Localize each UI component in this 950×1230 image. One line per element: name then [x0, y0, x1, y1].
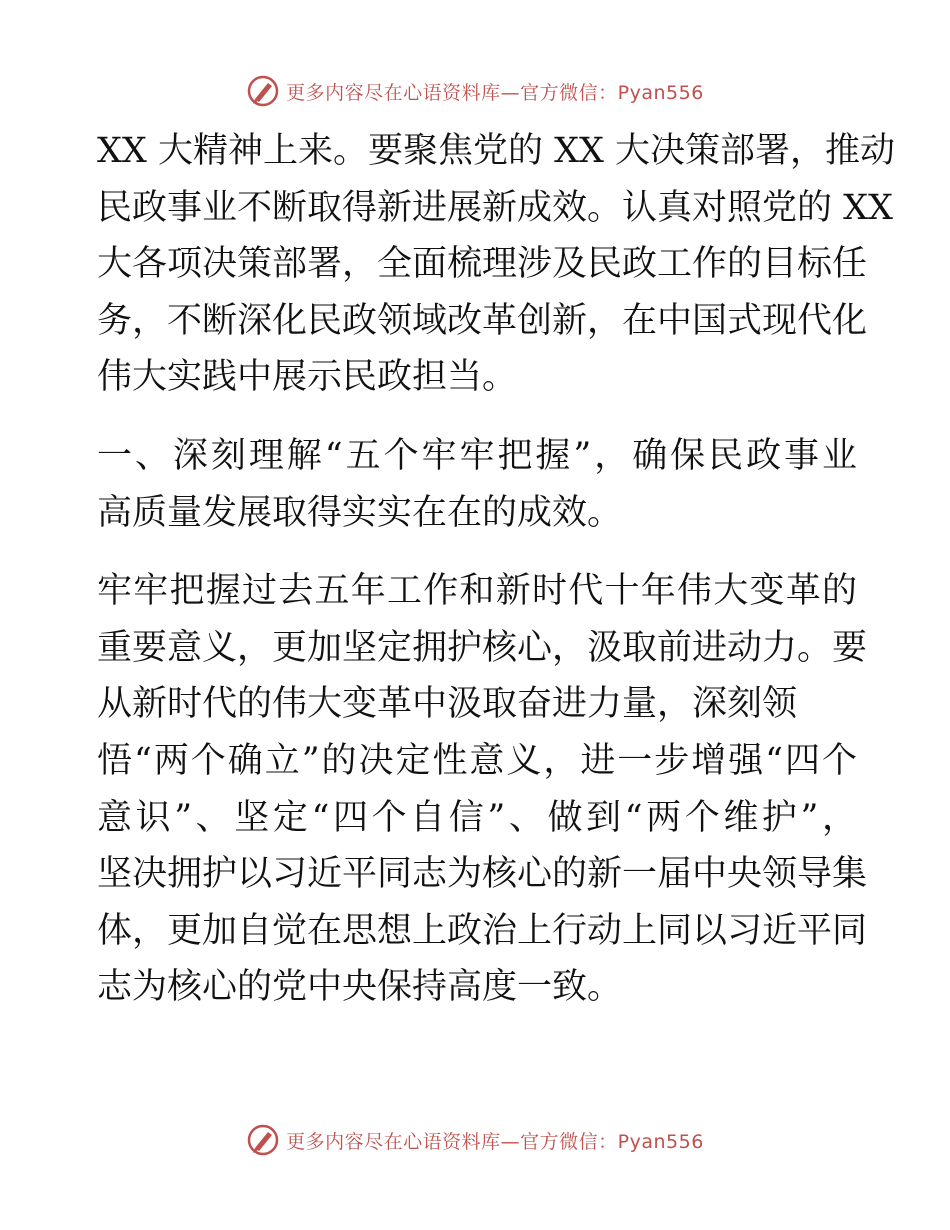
heading-line: 高质量发展取得实实在在的成效。 — [97, 492, 623, 533]
document-body — [97, 123, 896, 1016]
text-line: 志为核心的党中央保持高度一致。 — [97, 967, 623, 1008]
text-line: 伟大实践中展示民政担当。 — [97, 357, 518, 398]
red-pen-seal-icon — [246, 1123, 280, 1157]
text-line: 从新时代的伟大变革中汲取奋进力量，深刻领 — [97, 684, 798, 725]
text-line: 意识”、坚定“四个自信”、做到“两个维护”， — [97, 797, 857, 838]
text-line: 大各项决策部署，全面梳理涉及民政工作的目标任 — [97, 244, 868, 285]
paragraph-3 — [97, 563, 868, 1016]
header-watermark — [0, 74, 950, 108]
heading-line: 一、深刻理解“五个牢牢把握”，确保民政事业 — [97, 435, 857, 476]
text-line: 牢牢把握过去五年工作和新时代十年伟大变革的 — [97, 571, 857, 612]
red-pen-seal-icon — [246, 74, 280, 108]
text-line: 坚决拥护以习近平同志为核心的新一届中央领导集 — [97, 854, 868, 895]
text-line: 民政事业不断取得新进展新成效。认真对照党的 XX — [97, 187, 893, 228]
watermark-text: 更多内容尽在心语资料库—官方微信：Pyan556 — [286, 81, 704, 104]
watermark-text: 更多内容尽在心语资料库—官方微信：Pyan556 — [286, 1130, 704, 1153]
section-heading — [97, 428, 857, 541]
text-line: 重要意义，更加坚定拥护核心，汲取前进动力。要 — [97, 627, 868, 668]
text-line: 悟“两个确立”的决定性意义，进一步增强“四个 — [97, 740, 857, 781]
text-line: 务，不断深化民政领域改革创新，在中国式现代化 — [97, 300, 868, 341]
text-line: 体，更加自觉在思想上政治上行动上同以习近平同 — [97, 910, 868, 951]
paragraph-1 — [97, 123, 896, 406]
text-line: XX 大精神上来。要聚焦党的 XX 大决策部署，推动 — [97, 131, 896, 171]
footer-watermark — [0, 1123, 950, 1157]
